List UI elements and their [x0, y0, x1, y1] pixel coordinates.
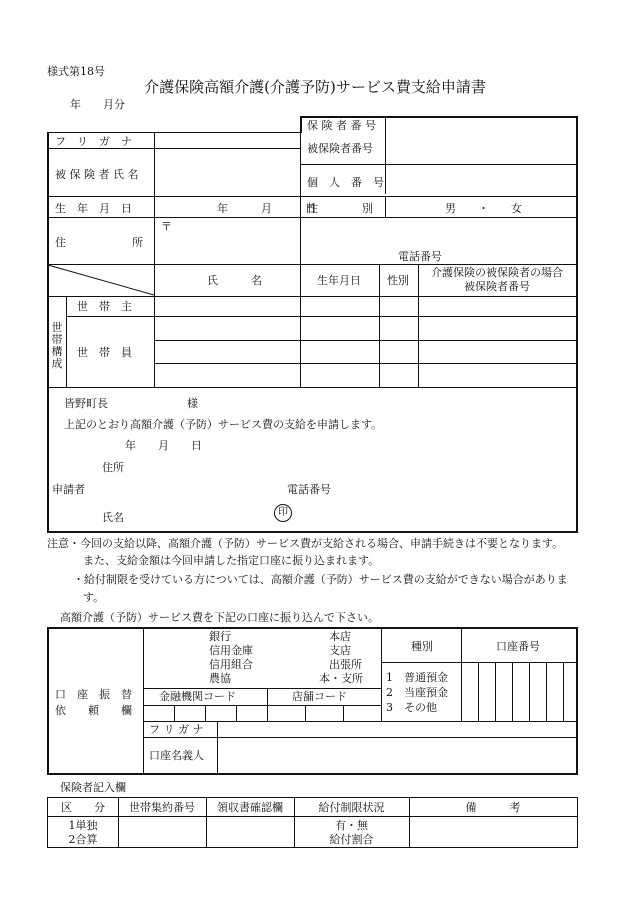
- restriction-yes-no[interactable]: 有・無: [335, 819, 368, 832]
- applicant-phone-label: 電話番号: [287, 483, 331, 496]
- holder-furigana-label: フ リ ガ ナ: [149, 723, 204, 736]
- account-number-field[interactable]: [461, 662, 576, 721]
- transfer-intro: 高額介護（予防）サービス費を下記の口座に振り込んで下さい。: [60, 611, 379, 624]
- note-1a: 注意・今回の支給以降、高額介護（予防）サービス費が支給される場合、申請手続きは不要となります。: [47, 537, 564, 550]
- branch-type-1[interactable]: 本店: [329, 630, 351, 643]
- holder-name-label: 口座名義人: [149, 749, 204, 762]
- seal-mark: 印: [274, 504, 292, 522]
- applicant-label: 申請者: [52, 483, 85, 496]
- addressee: 皆野町長: [64, 397, 108, 410]
- postal-mark: 〒: [161, 220, 172, 233]
- col-sex: 性別: [387, 274, 409, 287]
- branch-code-field[interactable]: [267, 705, 381, 721]
- bank-table: [47, 627, 578, 775]
- applicant-name-label: 氏名: [102, 511, 124, 524]
- category-combined[interactable]: 2合算: [68, 833, 98, 846]
- col-remarks: 備 考: [465, 801, 521, 814]
- insured-number-label: 被保険者番号: [307, 142, 373, 155]
- period-field[interactable]: 年 月分: [70, 98, 125, 111]
- bank-section-label-1: 口 座 振 替: [55, 688, 132, 701]
- birth-date-label: 生 年 月 日: [55, 202, 132, 215]
- note-2b: す。: [83, 591, 105, 604]
- holder-furigana-field[interactable]: [219, 723, 574, 735]
- holder-name-field[interactable]: [219, 739, 574, 771]
- col-name: 氏 名: [207, 274, 262, 287]
- application-date[interactable]: 年 月 日: [125, 439, 202, 452]
- account-type-1[interactable]: 1 普通預金: [386, 671, 448, 684]
- col-receipt-check: 領収書確認欄: [217, 801, 283, 814]
- household-diagonal: [47, 264, 154, 296]
- col-insured-2: 被保険者番号: [464, 280, 530, 293]
- bank-section-label-2: 依 頼 欄: [55, 704, 132, 717]
- branch-code-label: 店舗コード: [292, 690, 347, 703]
- institution-code-field[interactable]: [143, 705, 267, 721]
- phone-label: 電話番号: [398, 250, 442, 263]
- honorific: 様: [187, 397, 198, 410]
- branch-type-2[interactable]: 支店: [329, 644, 351, 657]
- note-1b: また、支給金額は今回申請した指定口座に振り込まれます。: [83, 554, 380, 567]
- account-type-label: 種別: [411, 640, 433, 653]
- furigana-label: フ リ ガ ナ: [55, 135, 132, 148]
- insurer-number-label: 保 険 者 番 号: [307, 119, 376, 132]
- insured-number-field[interactable]: [387, 134, 575, 162]
- institution-type-1[interactable]: 銀行: [209, 630, 231, 643]
- applicant-address-label: 住所: [102, 461, 124, 474]
- account-number-label: 口座番号: [496, 640, 540, 653]
- applicant-table: [47, 116, 578, 533]
- institution-type-3[interactable]: 信用組合: [209, 658, 253, 671]
- address-label: 住 所: [55, 236, 143, 249]
- col-category: 区 分: [61, 801, 105, 814]
- col-insured-1: 介護保険の被保険者の場合: [431, 266, 563, 279]
- col-restriction: 給付制限状況: [318, 801, 385, 814]
- insurer-number-field[interactable]: [387, 118, 575, 131]
- insurer-table: [47, 797, 578, 848]
- institution-code-label: 金融機関コード: [159, 690, 236, 703]
- account-type-2[interactable]: 2 当座預金: [386, 686, 448, 699]
- insured-name-field[interactable]: [157, 151, 297, 193]
- category-single[interactable]: 1単独: [68, 819, 98, 832]
- household-member-label: 世 帯 員: [77, 346, 132, 359]
- furigana-field[interactable]: [157, 134, 297, 146]
- personal-number-field[interactable]: [387, 166, 575, 194]
- form-title: 介護保険高額介護(介護予防)サービス費支給申請書: [144, 78, 486, 96]
- institution-type-4[interactable]: 農協: [209, 672, 231, 685]
- personal-number-label: 個 人 番 号: [307, 176, 384, 189]
- institution-type-2[interactable]: 信用金庫: [209, 644, 253, 657]
- note-2a: ・給付制限を受けている方については、高額介護（予防）サービス費の支給ができない場合がありま: [73, 573, 568, 586]
- birth-date-field[interactable]: 年 月 日: [217, 202, 316, 215]
- branch-type-4[interactable]: 本・支所: [319, 672, 363, 685]
- branch-type-3[interactable]: 出張所: [329, 658, 362, 671]
- address-field[interactable]: [172, 219, 572, 249]
- sex-options[interactable]: 男 ・ 女: [445, 202, 522, 215]
- col-birth: 生年月日: [317, 274, 361, 287]
- household-section-label: 世帯構成: [51, 321, 63, 370]
- restriction-ratio: 給付割合: [329, 833, 374, 846]
- account-type-3[interactable]: 3 その他: [386, 701, 437, 714]
- insurer-section-heading: 保険者記入欄: [60, 781, 126, 794]
- sex-label: 性 別: [307, 202, 373, 215]
- col-household-number: 世帯集約番号: [129, 801, 195, 814]
- insured-name-label: 被 保 険 者 氏 名: [55, 168, 139, 181]
- household-head-label: 世 帯 主: [77, 300, 132, 313]
- declaration-statement: 上記のとおり高額介護（予防）サービス費の支給を申請します。: [64, 418, 383, 431]
- form-number: 様式第18号: [47, 65, 105, 78]
